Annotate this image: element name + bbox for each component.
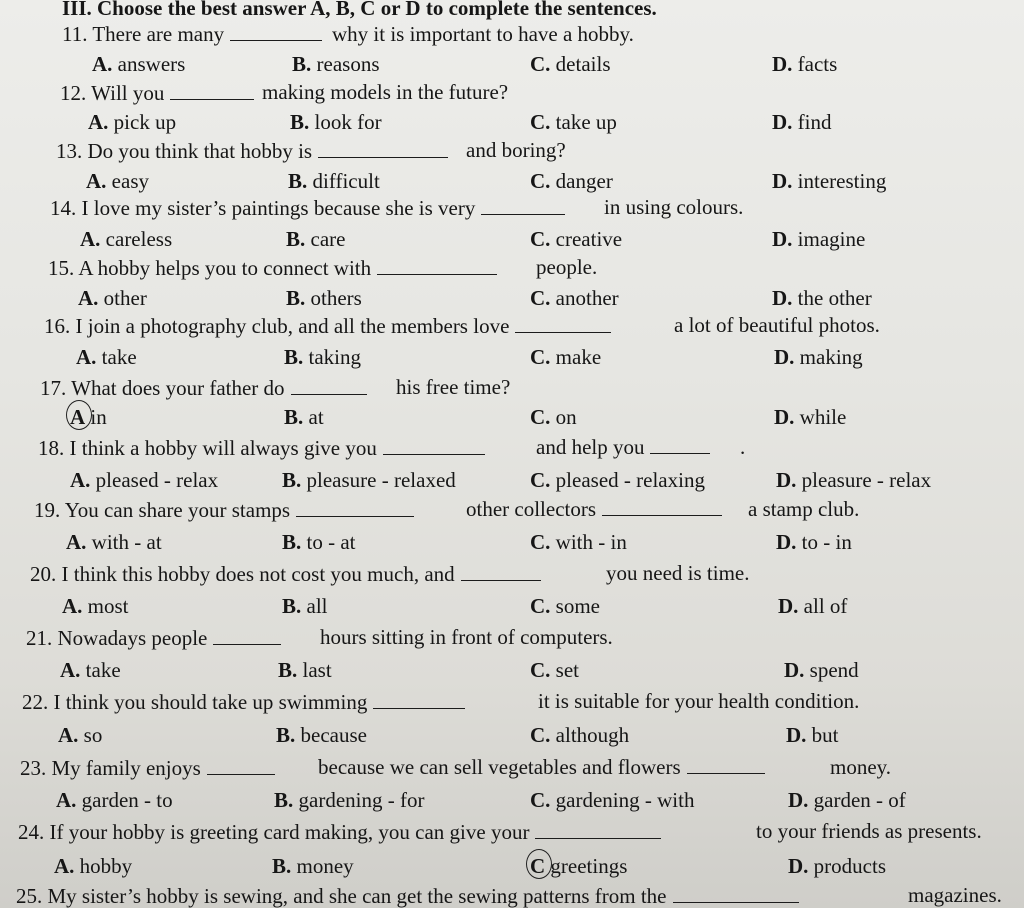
option-letter: A. (78, 286, 99, 310)
option-text: pleasure - relax (801, 468, 932, 492)
option-text: reasons (316, 52, 380, 76)
answer-option[interactable] (56, 790, 173, 811)
answer-option[interactable] (530, 660, 579, 681)
answer-blank (515, 316, 611, 333)
question-text: My sister’s hobby is sewing, and she can get the sewing patterns from the (47, 884, 667, 908)
option-letter: A. (86, 169, 107, 193)
question-number: 18. (38, 436, 65, 460)
question-stem (18, 822, 667, 843)
question-stem (56, 141, 454, 162)
answer-blank (687, 757, 765, 774)
answer-option[interactable] (530, 532, 627, 553)
question-text (466, 140, 566, 161)
section-heading: III. Choose the best answer A, B, C or D to complete the sentences. (62, 0, 657, 20)
answer-option[interactable] (784, 660, 859, 681)
answer-option[interactable] (284, 407, 324, 428)
question-number: 23. (20, 756, 47, 780)
question-text (536, 437, 716, 458)
answer-blank (535, 822, 661, 839)
answer-option[interactable] (530, 54, 611, 75)
option-text: making (799, 345, 863, 369)
answer-blank (383, 438, 485, 455)
option-text: on (555, 405, 577, 429)
option-text: other (103, 286, 147, 310)
question-number: 14. (50, 196, 77, 220)
answer-option[interactable] (60, 660, 121, 681)
option-letter: A. (80, 227, 101, 251)
option-text: others (310, 286, 362, 310)
question-text (320, 627, 613, 648)
answer-option[interactable] (530, 725, 629, 746)
option-letter: A. (62, 594, 83, 618)
answer-blank (207, 758, 275, 775)
option-letter: A. (60, 658, 81, 682)
option-text: pleased - relaxing (555, 468, 705, 492)
answer-option[interactable] (282, 470, 456, 491)
question-stem (60, 83, 260, 104)
option-letter: A. (58, 723, 79, 747)
option-letter: B. (282, 468, 302, 492)
question-stem (22, 692, 471, 713)
option-text: make (555, 345, 602, 369)
answer-option[interactable] (530, 229, 622, 250)
question-text (396, 377, 510, 398)
option-letter: B. (292, 52, 312, 76)
question-stem (34, 500, 420, 521)
option-letter: B. (286, 227, 306, 251)
answer-option[interactable] (778, 596, 847, 617)
option-letter: D. (778, 594, 799, 618)
answer-option[interactable] (530, 407, 577, 428)
option-letter: A. (56, 788, 77, 812)
question-stem (44, 316, 617, 337)
answer-option[interactable] (786, 725, 839, 746)
option-text: answers (117, 52, 186, 76)
option-letter: D. (776, 530, 797, 554)
answer-option[interactable] (530, 470, 705, 491)
option-letter: B. (286, 286, 306, 310)
option-text: but (811, 723, 839, 747)
answer-blank (377, 258, 497, 275)
question-stem (48, 258, 503, 279)
answer-option[interactable] (772, 112, 832, 133)
option-text: in (90, 405, 107, 429)
option-text: hobby (79, 854, 133, 878)
answer-blank (296, 500, 414, 517)
option-letter: C. (530, 658, 551, 682)
question-number: 11. (62, 22, 88, 46)
option-letter: C. (530, 530, 551, 554)
option-letter: D. (774, 405, 795, 429)
question-text: Do you think that hobby is (87, 139, 313, 163)
question-text (332, 24, 634, 45)
answer-option[interactable] (54, 856, 132, 877)
answer-blank (291, 378, 367, 395)
question-text: If your hobby is greeting card making, you can give your (49, 820, 530, 844)
answer-option[interactable] (88, 112, 176, 133)
option-letter: D. (788, 788, 809, 812)
answer-option[interactable] (530, 288, 619, 309)
option-text: although (555, 723, 630, 747)
option-letter: A. (54, 854, 75, 878)
option-letter: C. (530, 227, 551, 251)
answer-blank (318, 141, 448, 158)
answer-option[interactable] (76, 347, 137, 368)
option-letter: C. (530, 468, 551, 492)
question-text-part: making models in the future? (262, 80, 509, 104)
answer-option[interactable] (530, 112, 617, 133)
question-stem (40, 378, 373, 399)
question-text (262, 82, 508, 103)
option-text: while (799, 405, 847, 429)
answer-option[interactable] (530, 347, 601, 368)
answer-option[interactable] (788, 856, 886, 877)
option-letter: D. (776, 468, 797, 492)
option-text: the other (797, 286, 872, 310)
option-letter: B. (284, 405, 304, 429)
question-stem (38, 438, 491, 459)
option-text: garden - to (81, 788, 173, 812)
option-text: because (300, 723, 367, 747)
answer-option[interactable] (58, 725, 102, 746)
option-text: money (296, 854, 354, 878)
answer-blank (481, 198, 565, 215)
option-letter: A. (70, 468, 91, 492)
answer-option[interactable] (292, 54, 380, 75)
option-text: pick up (113, 110, 177, 134)
option-text: facts (797, 52, 838, 76)
option-text: gardening - with (555, 788, 695, 812)
question-text (674, 315, 880, 336)
answer-blank (373, 692, 465, 709)
question-text (606, 563, 749, 584)
question-text-part: in using colours. (604, 195, 744, 219)
option-text: take (85, 658, 121, 682)
question-text-part: a lot of beautiful photos. (674, 313, 880, 337)
option-text: with - in (555, 530, 627, 554)
option-text: with - at (91, 530, 162, 554)
option-letter: C. (530, 345, 551, 369)
answer-option[interactable] (286, 288, 362, 309)
answer-option[interactable] (530, 171, 613, 192)
option-text: last (302, 658, 332, 682)
answer-option[interactable] (290, 112, 382, 133)
option-text: care (310, 227, 346, 251)
question-text (536, 257, 597, 278)
question-stem (16, 886, 805, 907)
option-text: take (101, 345, 137, 369)
option-text: pleased - relax (95, 468, 219, 492)
option-letter: B. (282, 594, 302, 618)
answer-option[interactable] (78, 288, 147, 309)
question-text (466, 499, 728, 520)
option-text: details (555, 52, 611, 76)
option-text: look for (314, 110, 382, 134)
option-text: taking (308, 345, 362, 369)
question-number: 16. (44, 314, 71, 338)
option-letter: B. (278, 658, 298, 682)
answer-option[interactable] (276, 725, 367, 746)
answer-option[interactable] (788, 790, 906, 811)
option-text: all (306, 594, 328, 618)
option-letter: C. (530, 110, 551, 134)
option-letter: D. (772, 227, 793, 251)
question-text (604, 197, 743, 218)
answer-option[interactable] (776, 532, 852, 553)
option-letter: A. (92, 52, 113, 76)
answer-option[interactable] (530, 790, 694, 811)
question-text-part: it is suitable for your health condition. (538, 689, 860, 713)
question-number: 24. (18, 820, 45, 844)
option-letter: A. (66, 530, 87, 554)
option-letter: D. (772, 110, 793, 134)
option-letter: C. (530, 286, 551, 310)
question-stem (26, 628, 287, 649)
question-text-part: and help you (536, 435, 645, 459)
answer-option[interactable] (282, 596, 328, 617)
question-text (318, 757, 771, 778)
answer-option[interactable] (772, 171, 886, 192)
option-text: some (555, 594, 600, 618)
question-text: I think this hobby does not cost you much, and (61, 562, 455, 586)
question-text: You can share your stamps (64, 498, 291, 522)
option-letter: D. (784, 658, 805, 682)
option-text: easy (111, 169, 149, 193)
option-text: products (813, 854, 886, 878)
question-stem (50, 198, 571, 219)
question-text (830, 757, 891, 778)
pen-circle-mark (526, 849, 552, 879)
answer-option[interactable] (772, 229, 865, 250)
option-letter: B. (290, 110, 310, 134)
answer-option[interactable] (86, 171, 149, 192)
question-text (748, 499, 859, 520)
option-letter: C. (530, 169, 551, 193)
option-letter: B. (274, 788, 294, 812)
question-number: 20. (30, 562, 57, 586)
answer-option[interactable] (774, 407, 846, 428)
option-text: danger (555, 169, 613, 193)
question-text: What does your father do (71, 376, 285, 400)
question-text-part: people. (536, 255, 598, 279)
answer-option[interactable] (70, 407, 107, 428)
option-text: take up (555, 110, 617, 134)
answer-option[interactable] (92, 54, 185, 75)
answer-option[interactable] (66, 532, 162, 553)
question-text-part: hours sitting in front of computers. (320, 625, 613, 649)
question-text: Will you (91, 81, 165, 105)
option-letter: D. (772, 169, 793, 193)
answer-option[interactable] (530, 856, 627, 877)
question-text (756, 821, 982, 842)
answer-option[interactable] (80, 229, 172, 250)
answer-blank (650, 437, 710, 454)
answer-blank (673, 886, 799, 903)
answer-option[interactable] (772, 54, 837, 75)
answer-option[interactable] (530, 596, 600, 617)
option-text: creative (555, 227, 623, 251)
option-letter: B. (272, 854, 292, 878)
question-text-part: his free time? (396, 375, 511, 399)
question-number: 13. (56, 139, 83, 163)
question-text: I think you should take up swimming (53, 690, 368, 714)
question-text: I love my sister’s paintings because she is very (81, 196, 476, 220)
question-number: 21. (26, 626, 53, 650)
answer-blank (602, 499, 722, 516)
question-stem (20, 758, 281, 779)
question-number: 19. (34, 498, 61, 522)
option-letter: A. (76, 345, 97, 369)
option-letter: D. (774, 345, 795, 369)
option-text: difficult (312, 169, 380, 193)
option-letter: C. (530, 405, 551, 429)
question-text-part: because we can sell vegetables and flowers (318, 755, 681, 779)
question-number: 17. (40, 376, 67, 400)
option-letter: B. (284, 345, 304, 369)
question-text-part: and boring? (466, 138, 566, 162)
option-text: at (308, 405, 324, 429)
option-text: spend (809, 658, 859, 682)
option-text: garden - of (813, 788, 906, 812)
option-letter: D. (772, 52, 793, 76)
answer-blank (170, 83, 254, 100)
question-text: I join a photography club, and all the members love (75, 314, 510, 338)
answer-option[interactable] (772, 288, 872, 309)
option-text: imagine (797, 227, 866, 251)
answer-option[interactable] (272, 856, 354, 877)
answer-option[interactable] (288, 171, 380, 192)
question-text: Nowadays people (57, 626, 208, 650)
option-text: to - in (801, 530, 852, 554)
answer-option[interactable] (776, 470, 931, 491)
option-text: most (87, 594, 129, 618)
question-text: My family enjoys (51, 756, 201, 780)
option-text: pleasure - relaxed (306, 468, 456, 492)
answer-option[interactable] (284, 347, 361, 368)
option-text: greetings (550, 854, 628, 878)
option-letter: C. (530, 723, 551, 747)
answer-option[interactable] (70, 470, 218, 491)
answer-option[interactable] (282, 532, 356, 553)
question-text-part: a stamp club. (748, 497, 860, 521)
option-letter: B. (276, 723, 296, 747)
question-text: I think a hobby will always give you (69, 436, 377, 460)
question-text-part: why it is important to have a hobby. (332, 22, 634, 46)
option-letter: C. (530, 788, 551, 812)
pen-circle-mark (66, 400, 92, 430)
option-text: interesting (797, 169, 887, 193)
option-text: careless (105, 227, 173, 251)
option-text: all of (803, 594, 848, 618)
question-text (538, 691, 859, 712)
question-text: There are many (92, 22, 225, 46)
option-text: so (83, 723, 103, 747)
option-letter: D. (788, 854, 809, 878)
question-text-part: . (740, 435, 746, 459)
question-number: 25. (16, 884, 43, 908)
question-number: 22. (22, 690, 49, 714)
circled-option-letter: A (70, 405, 85, 429)
option-letter: B. (282, 530, 302, 554)
answer-option[interactable] (274, 790, 424, 811)
option-letter: C. (530, 52, 551, 76)
question-stem (62, 24, 328, 45)
question-number: 12. (60, 81, 87, 105)
question-text-part: magazines. (908, 883, 1002, 907)
question-text-part: to your friends as presents. (756, 819, 982, 843)
circled-option-letter: C (530, 854, 545, 878)
question-text (908, 885, 1002, 906)
option-letter: C. (530, 594, 551, 618)
answer-option[interactable] (286, 229, 345, 250)
question-number: 15. (48, 256, 75, 280)
option-letter: B. (288, 169, 308, 193)
answer-blank (213, 628, 281, 645)
answer-option[interactable] (278, 660, 332, 681)
answer-blank (461, 564, 541, 581)
option-letter: D. (772, 286, 793, 310)
question-text-part: you need is time. (606, 561, 750, 585)
question-text (740, 437, 745, 458)
option-text: find (797, 110, 832, 134)
answer-blank (230, 24, 322, 41)
option-letter: D. (786, 723, 807, 747)
answer-option[interactable] (62, 596, 129, 617)
question-stem (30, 564, 547, 585)
option-text: to - at (306, 530, 356, 554)
option-text: another (555, 286, 619, 310)
option-letter: A. (88, 110, 109, 134)
question-text: A hobby helps you to connect with (78, 256, 372, 280)
question-text-part: other collectors (466, 497, 597, 521)
option-text: set (555, 658, 579, 682)
answer-option[interactable] (774, 347, 863, 368)
option-text: gardening - for (298, 788, 425, 812)
question-text-part: money. (830, 755, 892, 779)
